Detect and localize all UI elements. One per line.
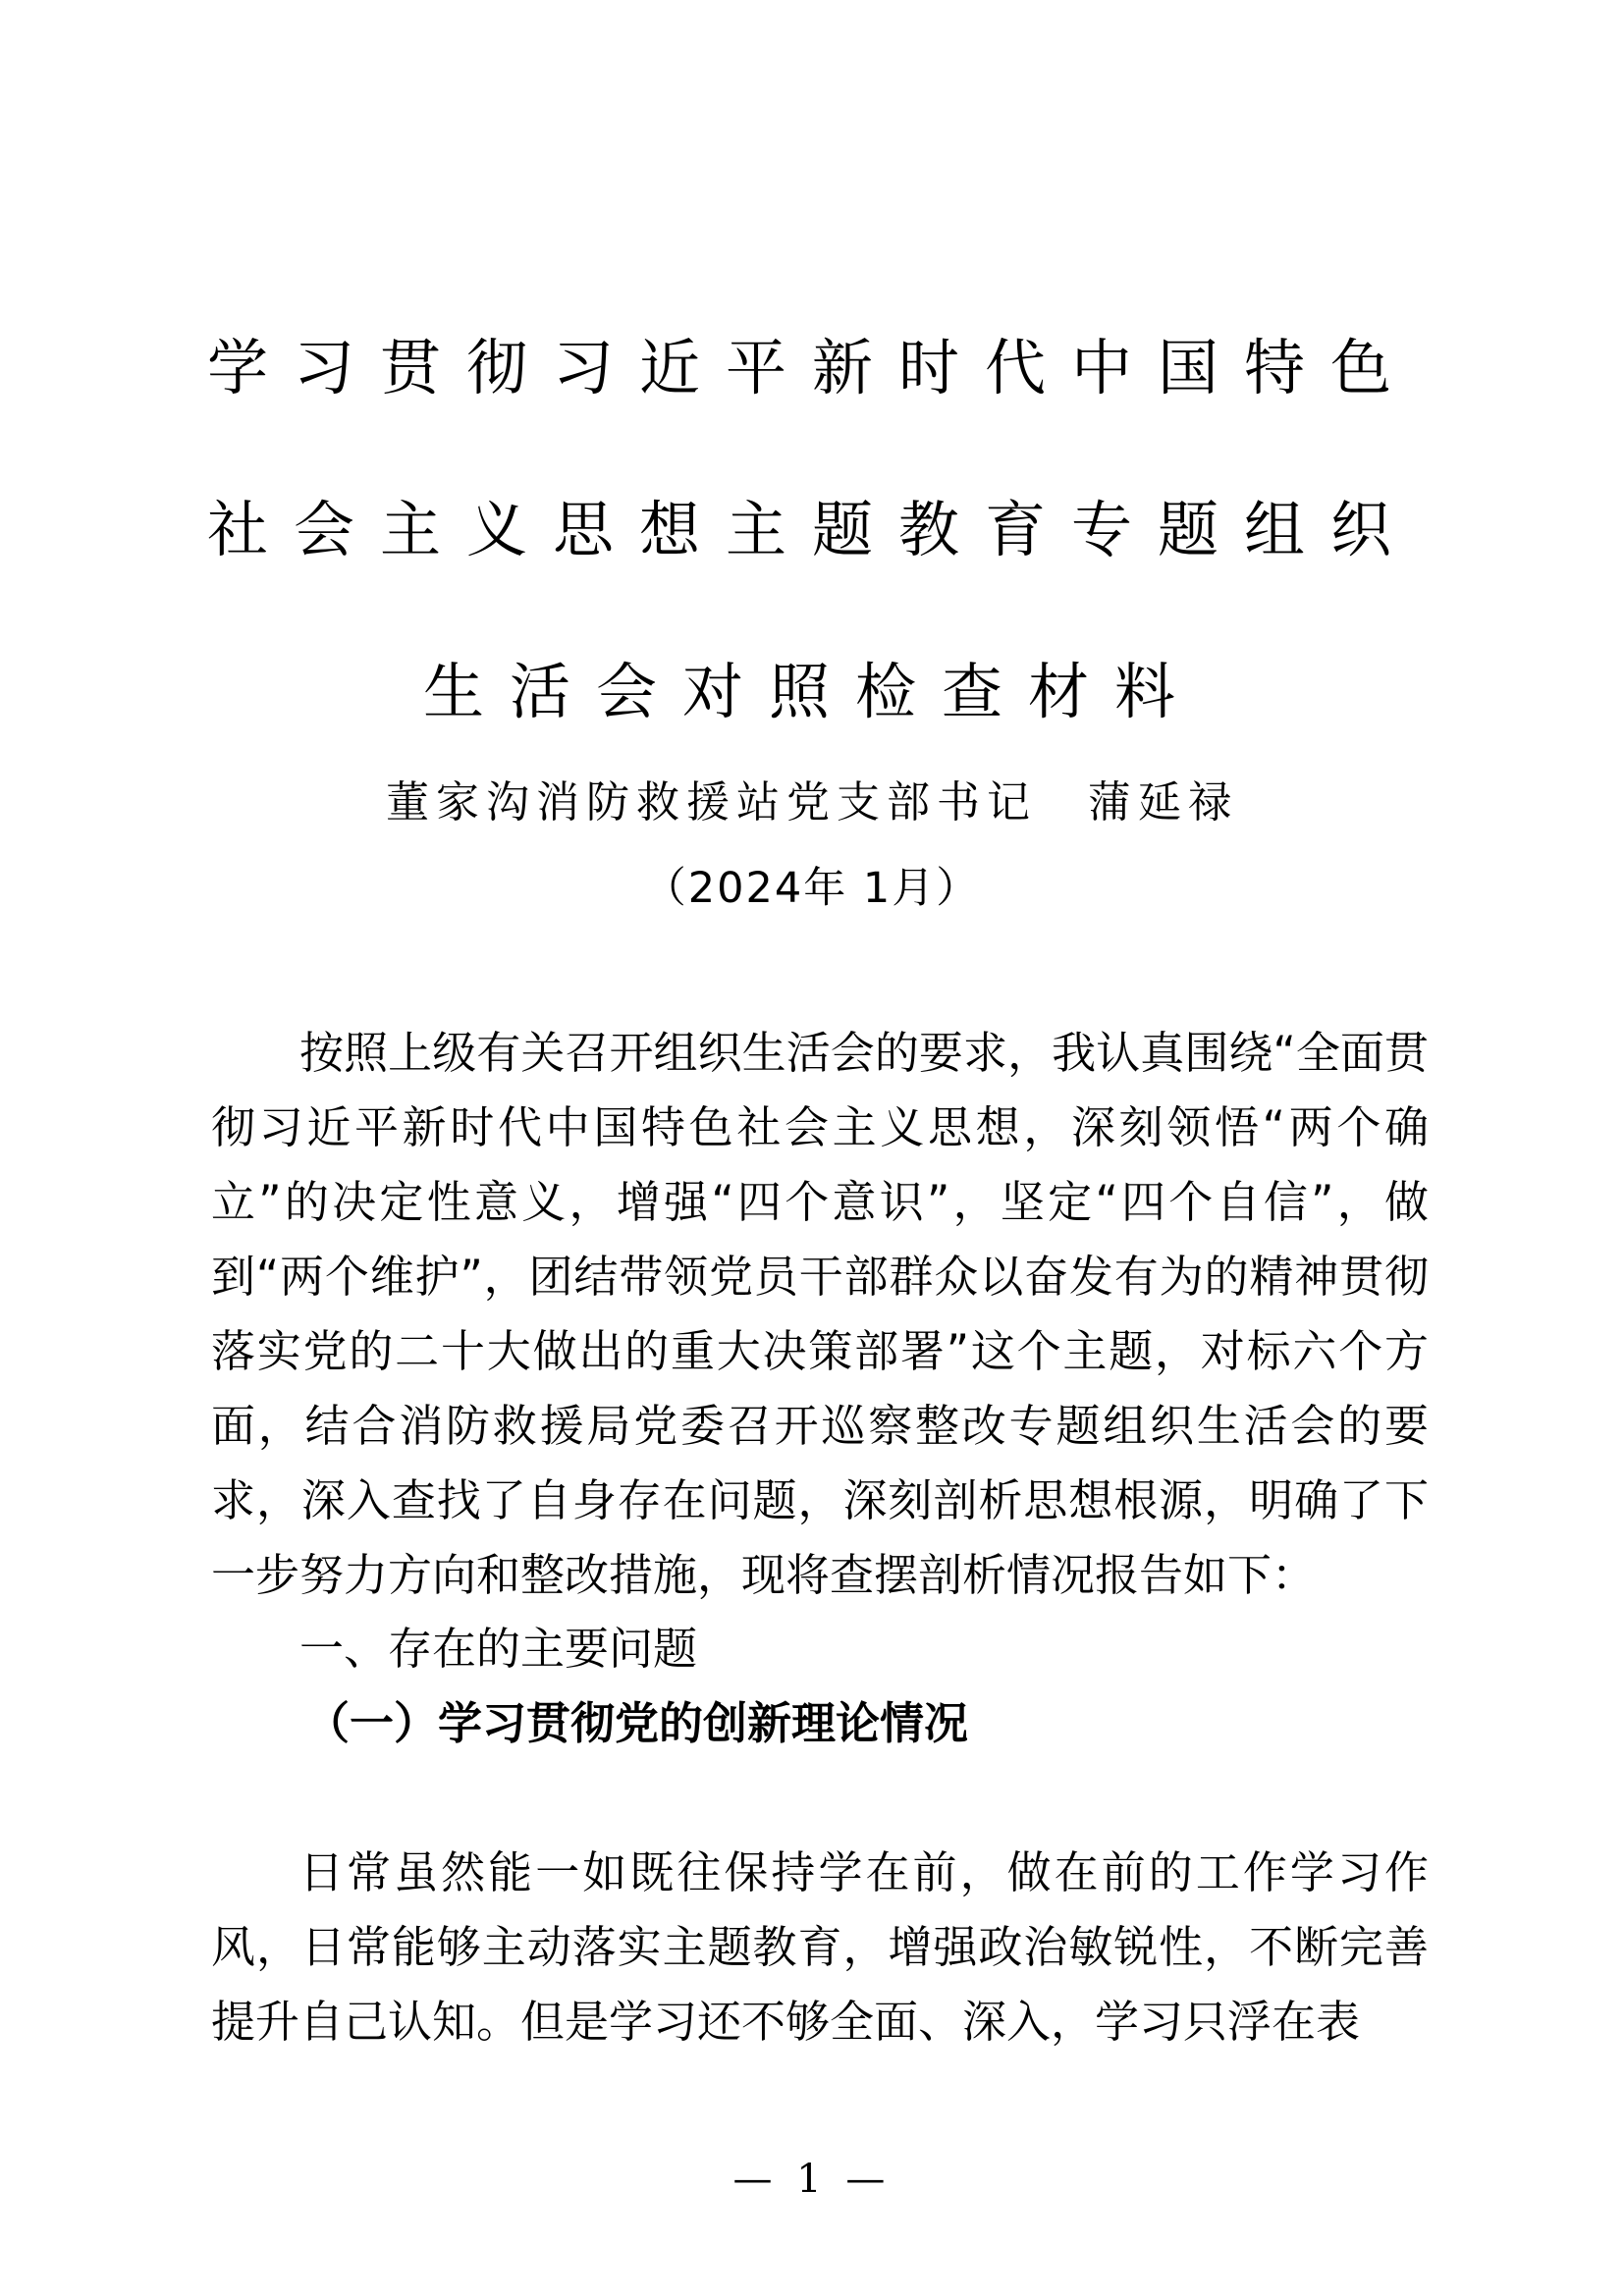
intro-paragraph: 按照上级有关召开组织生活会的要求，我认真围绕“全面贯彻习近平新时代中国特色社会主义思想，深刻领悟“两个确立”的决定性意义，增强“四个意识”，坚定“四个自信”，做到“两个维护”，团结带领党员干部群众以奋发有为的精神贯彻落实党的二十大做出的重大决策部署”这个主题，对标六个方面，结合消防救援局党委召开巡察整改专题组织生活会的要求，深入查找了自身存在问题，深刻剖析思想根源，明确了下一步努力方向和整改措施，现将查摆剖析情况报告如下： — [211, 1027, 1429, 1601]
document-date: （2024年 1月） — [643, 864, 981, 913]
section-heading: 一、存在的主要问题 — [299, 1623, 698, 1675]
document-title-line-3: 生活会对照检查材料 — [422, 656, 1201, 727]
author-position: 董家沟消防救援站党支部书记 — [386, 777, 1037, 828]
author-line — [0, 769, 1624, 837]
page-number: — 1 — — [732, 2157, 892, 2202]
document-title-line-2: 社会主义思想主题教育专题组织 — [206, 494, 1417, 565]
author-name: 蒲延禄 — [1088, 777, 1238, 828]
body-paragraph: 日常虽然能一如既往保持学在前，做在前的工作学习作风，日常能够主动落实主题教育，增强政治敏锐性，不断完善提升自己认知。但是学习还不够全面、深入，学习只浮在表 — [211, 1846, 1429, 2048]
subsection-heading: （一）学习贯彻党的创新理论情况 — [305, 1697, 969, 1749]
document-title-line-1: 学习贯彻习近平新时代中国特色 — [206, 332, 1417, 403]
